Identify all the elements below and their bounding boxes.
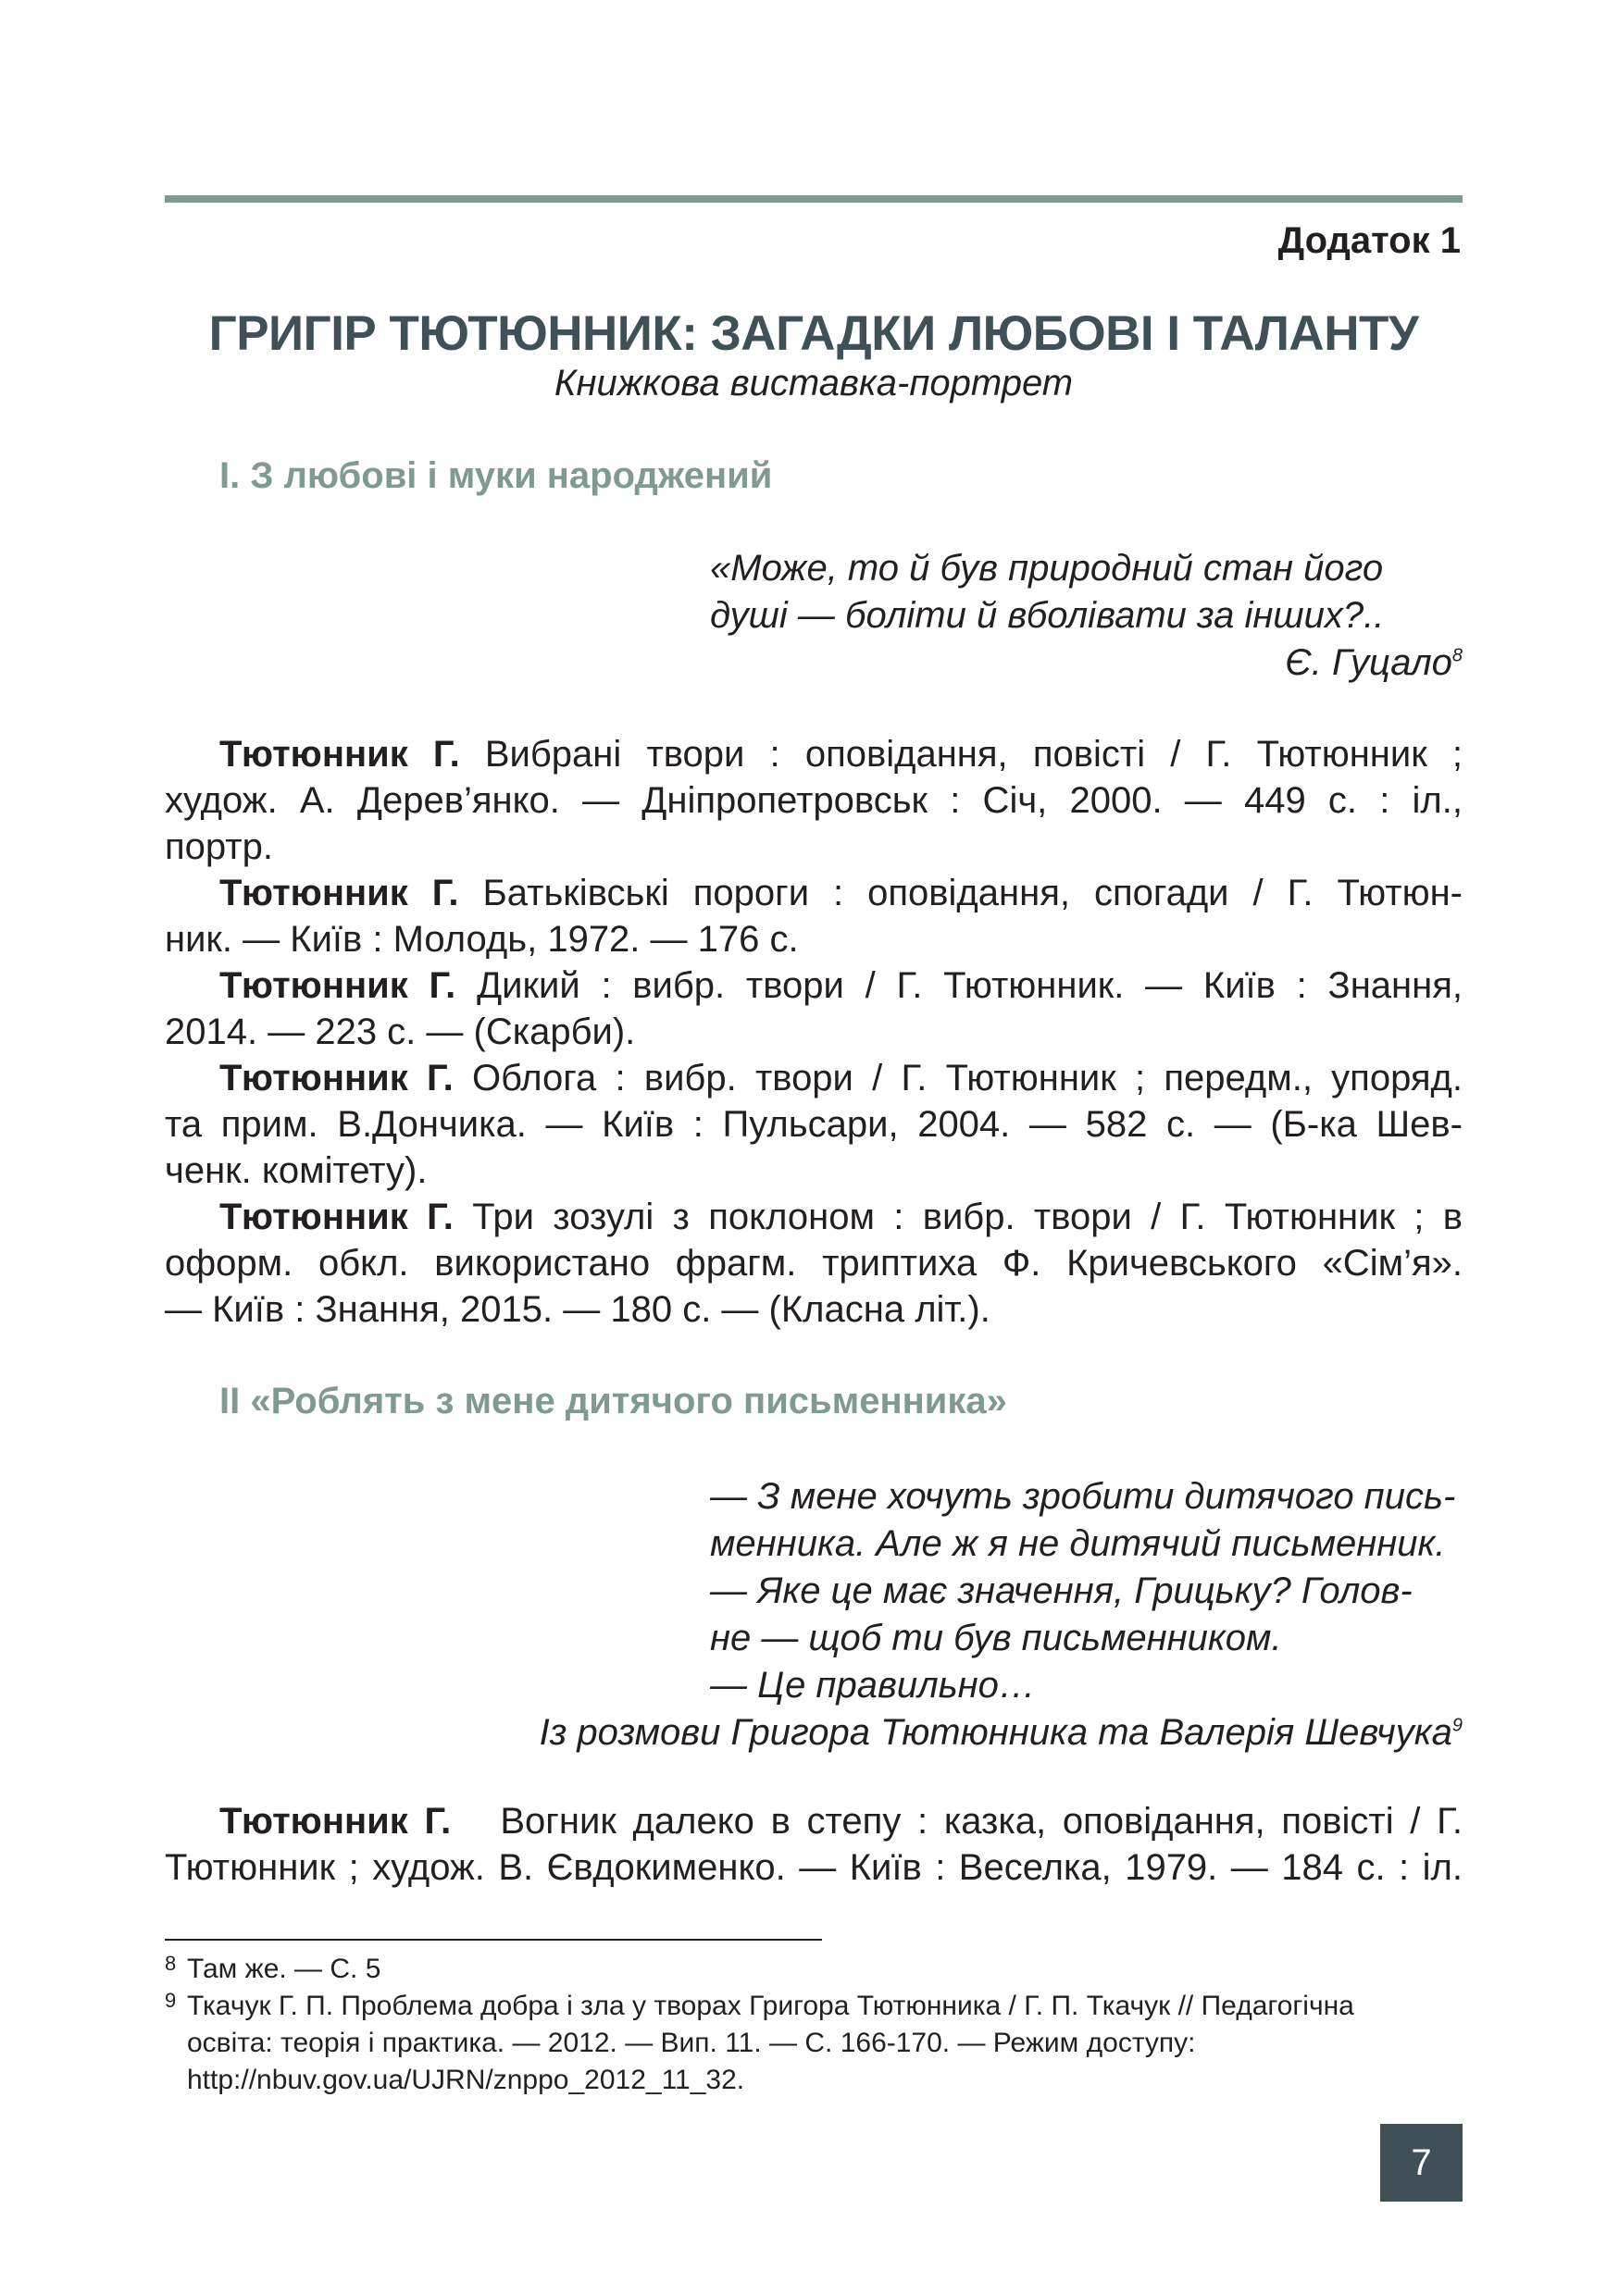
footnote [165,1988,1354,2099]
bibliography-entry [165,1798,1463,1891]
entry-line: Тютюнник Г. Вибрані твори : оповідання, повісті / Г. Тютюнник ; [219,734,1463,775]
epigraph-line: «Може, то й був природний стан його [710,548,1384,589]
epigraph-line: — Це правильно… [710,1665,1036,1706]
section-heading-2: ІІ «Роблять з мене дитячого письменника» [219,1381,1007,1421]
entry-author: Тютюнник Г. [219,1801,452,1842]
epigraph-line: — З мене хочуть зробити дитячого пись- [710,1476,1456,1517]
bibliography-entry [165,1194,1463,1333]
top-rule [165,195,1463,203]
entry-line: Тютюнник Г. Вогник далеко в степу : казка, оповідання, повісті / Г. [219,1801,1463,1842]
entry-line: та прим. В.Дончика. — Київ : Пульсари, 2004. — 582 с. — (Б-ка Шев- [165,1104,1463,1145]
page-title: ГРИГІР ТЮТЮННИК: ЗАГАДКИ ЛЮБОВІ І ТАЛАНТУ [208,306,1419,361]
entry-author: Тютюнник Г. [219,1197,454,1237]
entry-author: Тютюнник Г. [219,873,459,913]
epigraph-author: Із розмови Григора Тютюнника та Валерія Шевчука$^9$ [539,1712,1463,1753]
entry-line: Тютюнник Г. Облога : вибр. твори / Г. Тютюнник ; передм., упоряд. [219,1058,1463,1098]
entry-line: Тютюнник Г. Батьківські пороги : оповідання, спогади / Г. Тютюн- [219,873,1463,913]
footnote [165,1951,380,1988]
entry-line: ченк. комітету). [165,1150,428,1191]
epigraph-line: не — щоб ти був письменником. [710,1618,1282,1658]
entry-author: Тютюнник Г. [219,965,456,1006]
page-number: 7 [1380,2124,1463,2202]
page-subtitle: Книжкова виставка-портрет [554,363,1074,403]
bibliography-entry [165,962,1463,1055]
footnote-link: http://nbuv.gov.ua/UJRN/znppo_2012_11_32. [187,2065,745,2095]
epigraph-line: — Яке це має значення, Грицьку? Голов- [710,1570,1413,1611]
footnote-text: Там же. — С. 5 [187,1954,381,1984]
entry-line: Тютюнник Г. Дикий : вибр. твори / Г. Тютюнник. — Київ : Знання, [219,965,1463,1006]
entry-line: — Київ : Знання, 2015. — 180 с. — (Класна літ.). [165,1289,990,1330]
footnote-rule [165,1939,822,1941]
entry-line: худож. А. Дерев’янко. — Дніпропетровськ : Січ, 2000. — 449 с. : іл., [165,780,1463,821]
section-heading-1: І. З любові і муки народжений [219,455,773,496]
entry-author: Тютюнник Г. [219,734,460,775]
bibliography-entry [165,1055,1463,1194]
bibliography-entry [165,731,1463,870]
footnote-number: 9 [165,1989,177,2012]
epigraph-author: Є. Гуцало$^8$ [1285,642,1463,683]
footnote-ref: 9 [1451,1715,1463,1736]
entry-line: Тютюнник ; худож. В. Євдокименко. — Київ : Веселка, 1979. — 184 с. : іл. [165,1847,1463,1888]
epigraph-line: менника. Але ж я не дитячий письменник. [710,1523,1446,1564]
footnote-text: Ткачук Г. П. Проблема добра і зла у творах Григора Тютюнника / Г. П. Ткачук // Педагогічна [187,1991,1354,2021]
footnote-text: освіта: теорія і практика. — 2012. — Вип. 11. — С. 166-170. — Режим доступу: [187,2028,1196,2058]
epigraph-1 [710,545,1463,687]
entry-line: портр. [165,826,273,867]
appendix-label: Додаток 1 [1277,220,1461,261]
epigraph-2 [500,1473,1463,1756]
entry-line: Тютюнник Г. Три зозулі з поклоном : вибр. твори / Г. Тютюнник ; в [219,1197,1463,1237]
entry-line: 2014. — 223 с. — (Скарби). [165,1011,636,1052]
entry-author: Тютюнник Г. [219,1058,454,1098]
footnote-number: 8 [165,1952,177,1975]
entry-line: оформ. обкл. використано фрагм. триптиха Ф. Кричевського «Сім’я». [165,1243,1463,1284]
bibliography-entry [165,870,1463,962]
entry-line: ник. — Київ : Молодь, 1972. — 176 с. [165,919,799,960]
epigraph-line: душі — боліти й вболівати за інших?.. [710,595,1385,636]
footnote-ref: 8 [1451,645,1463,666]
